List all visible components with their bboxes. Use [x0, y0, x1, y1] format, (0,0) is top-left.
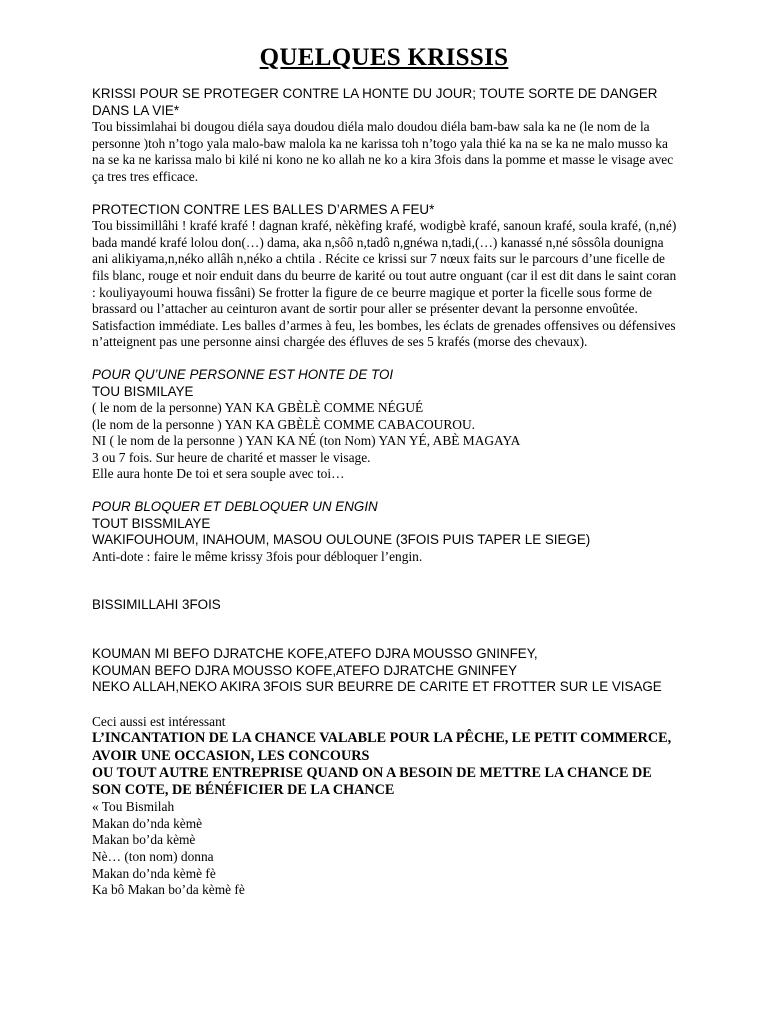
section-7-bold-heading-2: OU TOUT AUTRE ENTREPRISE QUAND ON A BESOIN DE METTRE LA CHANCE DE SON COTE, DE BÉNÉFICIER DE LA CHANCE — [92, 764, 652, 799]
section-3-line-4: NI ( le nom de la personne ) YAN KA NÉ (ton Nom) YAN YÉ, ABÈ MAGAYA — [92, 433, 521, 449]
section-3-line-5: 3 ou 7 fois. Sur heure de charité et masser le visage. — [92, 449, 371, 465]
section-4-line-2: WAKIFOUHOUM, INAHOUM, MASOU OULOUNE (3FOIS PUIS TAPER LE SIEGE) — [92, 532, 591, 548]
section-3-line-2: ( le nom de la personne) YAN KA GBÈLÈ COMME NÉGUÉ — [92, 400, 424, 416]
section-2-body: Tou bissimillâhi ! krafé krafé ! dagnan krafé, nèkèfing krafé, wodigbè krafé, sanoun krafé, soula krafé, (n,né) bada mandé krafé lolou don(…) dama, aka n,sôô n,tadô n,gnéwa n,tadi,(…) kanassé n,né sôssôla dounigna ani alikiyama,n,néko allâh n,néko a chtila . Récite ce krissi sur 7 nœux faits sur le parcours d’une ficelle de fils blanc, rouge et noir enduit dans du beurre de karité ou tout autre onguant (car il est dit dans le saint coran : kouliyayoumi houwa fissâni) Se frotter la figure de ce beurre magique et porter la ficelle sous forme de brassard ou l’attacher au ceinturon avant de sortir pour aller se présenter devant la personne envoûtée. Satisfaction immédiate. Les balles d’armes à feu, les bombes, les éclats de grenades offensives ou défensives n’atteignent pas une personne ainsi chargée des éfluves de ses 5 krafés (morse des chevaux). — [92, 218, 677, 350]
section-6-line-1: KOUMAN MI BEFO DJRATCHE KOFE,ATEFO DJRA MOUSSO GNINFEY, — [92, 646, 538, 662]
section-7-bold-heading-1: L’INCANTATION DE LA CHANCE VALABLE POUR LA PÊCHE, LE PETIT COMMERCE, AVOIR UNE OCCASION, LES CONCOURS — [92, 730, 672, 764]
section-2-heading: PROTECTION CONTRE LES BALLES D’ARMES A FEU* — [92, 201, 435, 217]
section-3-line-1: TOU BISMILAYE — [92, 383, 194, 399]
section-7-intro: Ceci aussi est intéressant — [92, 713, 226, 729]
section-3-heading: POUR QU’UNE PERSONNE EST HONTE DE TOI — [92, 366, 394, 382]
section-5-line-1: BISSIMILLAHI 3FOIS — [92, 597, 221, 613]
section-4-line-1: TOUT BISSMILAYE — [92, 515, 211, 531]
section-7-line-4: Nè… (ton nom) donna — [92, 849, 214, 864]
section-3-line-6: Elle aura honte De toi et sera souple avec toi… — [92, 466, 345, 482]
section-6-line-3: NEKO ALLAH,NEKO AKIRA 3FOIS SUR BEURRE DE CARITE ET FROTTER SUR LE VISAGE — [92, 679, 662, 695]
section-3-line-3: (le nom de la personne ) YAN KA GBÈLÈ COMME CABACOUROU. — [92, 416, 475, 432]
section-7-line-2: Makan do’nda kèmè — [92, 815, 203, 831]
document-title: QUELQUES KRISSIS — [259, 44, 509, 71]
section-1-heading: KRISSI POUR SE PROTEGER CONTRE LA HONTE DU JOUR; TOUTE SORTE DE DANGER DANS LA VIE* — [92, 86, 658, 118]
section-7-line-1: « Tou Bismilah — [92, 799, 175, 815]
section-7-line-5: Makan do’nda kèmè fè — [92, 865, 216, 881]
section-6-line-2: KOUMAN BEFO DJRA MOUSSO KOFE,ATEFO DJRATCHE GNINFEY — [92, 662, 518, 678]
section-7-line-3: Makan bo’da kèmè — [92, 832, 196, 848]
section-7-line-6: Ka bô Makan bo’da kèmè fè — [92, 882, 245, 898]
section-4-heading: POUR BLOQUER ET DEBLOQUER UN ENGIN — [92, 499, 378, 515]
section-4-line-3: Anti-dote : faire le même krissy 3fois pour débloquer l’engin. — [92, 548, 423, 564]
document-body — [92, 86, 682, 899]
section-1-body: Tou bissimlahai bi dougou diéla saya doudou diéla malo doudou diéla bam-baw sala ka ne (le nom de la personne )toh n’togo yala malo-baw malola ka ne karissa toh n’togo yala thié ka na se ka ne malo musso ka na se ka ne karissa malo bi kilé ni kono ne ko allah ne ko a kira 3fois dans la pomme et masse le visage avec ça tres tres efficace. — [92, 119, 674, 184]
